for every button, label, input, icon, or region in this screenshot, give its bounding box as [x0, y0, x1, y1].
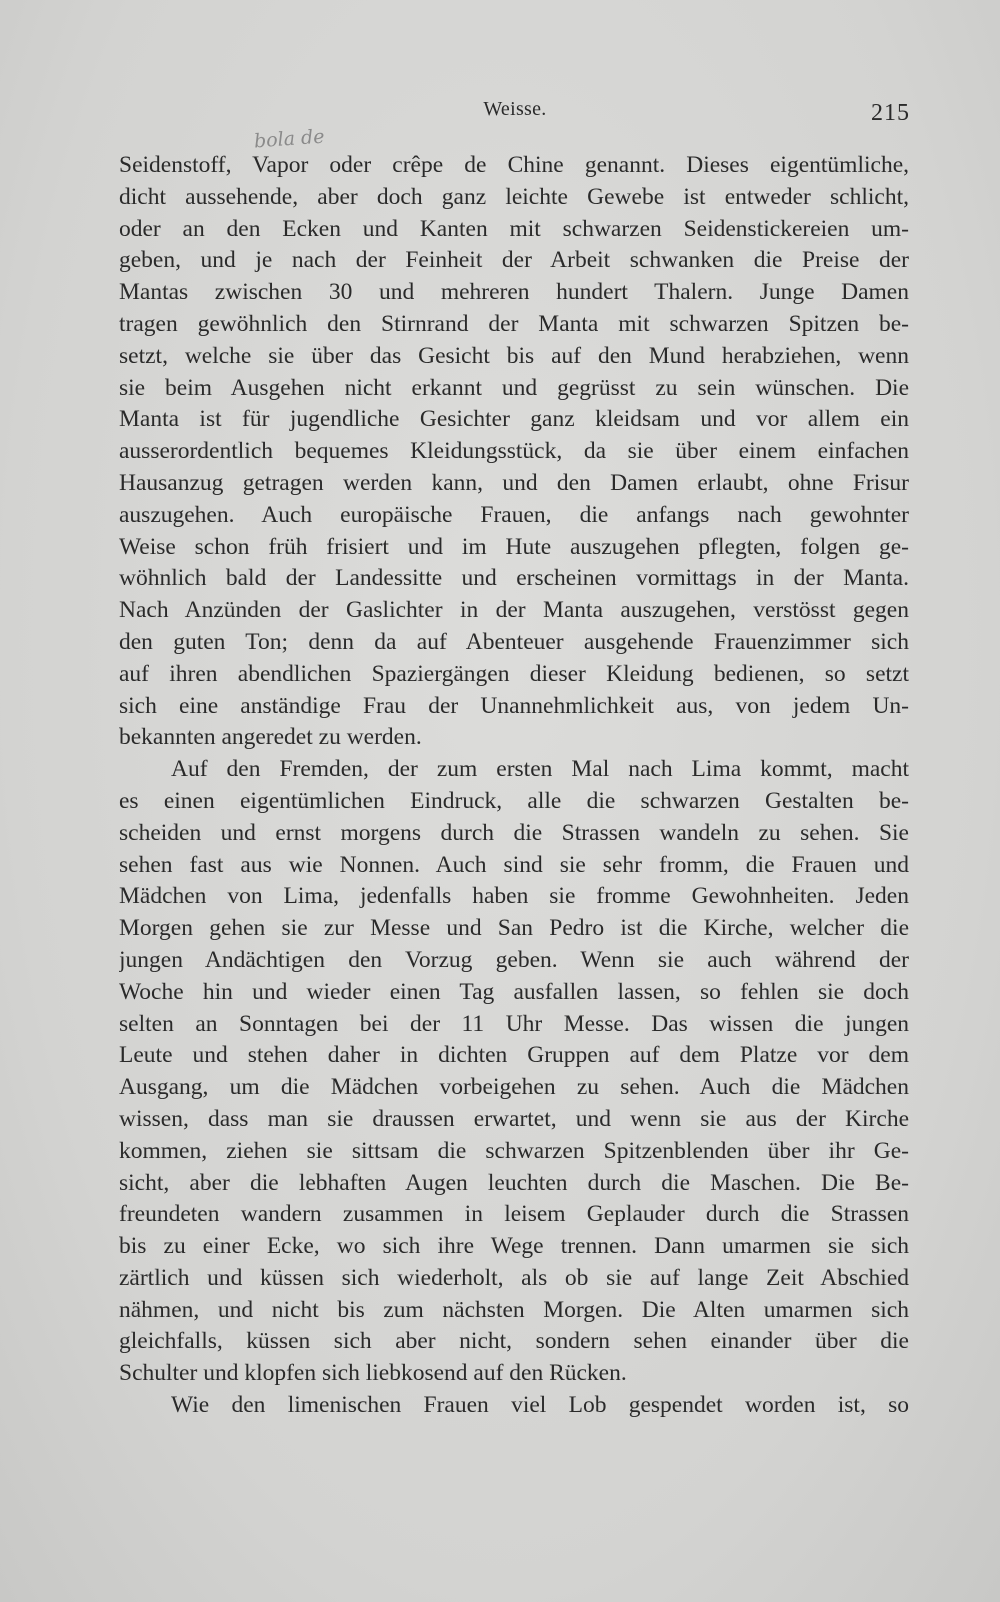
text-line: jungen Andächtigen den Vorzug geben. Wenn sie auch während der	[119, 946, 909, 973]
text-line: setzt, welche sie über das Gesicht bis auf den Mund herabziehen, wenn	[119, 342, 909, 369]
text-line: den guten Ton; denn da auf Abenteuer ausgehende Frauenzimmer sich	[119, 628, 909, 655]
text-line: Morgen gehen sie zur Messe und San Pedro ist die Kirche, welcher die	[119, 915, 909, 942]
text-line: ausserordentlich bequemes Kleidungsstück, da sie über einem einfachen	[119, 438, 909, 465]
text-line: Woche hin und wieder einen Tag ausfallen lassen, so fehlen sie doch	[119, 978, 909, 1005]
text-line: wöhnlich bald der Landessitte und erscheinen vormittags in der Manta.	[119, 565, 909, 592]
page-header	[120, 98, 910, 128]
text-line: bis zu einer Ecke, wo sich ihre Wege trennen. Dann umarmen sie sich	[119, 1233, 909, 1260]
text-line: sehen fast aus wie Nonnen. Auch sind sie sehr fromm, die Frauen und	[119, 851, 909, 878]
text-line: gleichfalls, küssen sich aber nicht, sondern sehen einander über die	[119, 1328, 909, 1355]
text-line: Hausanzug getragen werden kann, und den Damen erlaubt, ohne Frisur	[119, 469, 909, 496]
body-text	[119, 150, 909, 1422]
handwritten-annotation: bola de	[253, 125, 326, 153]
text-line: Seidenstoff, Vapor oder crêpe de Chine genannt. Dieses eigentümliche,	[119, 152, 909, 178]
page-number: 215	[871, 100, 910, 126]
text-line: wissen, dass man sie draussen erwartet, und wenn sie aus der Kirche	[119, 1105, 909, 1132]
running-title: Weisse.	[483, 98, 547, 120]
text-line: sie beim Ausgehen nicht erkannt und gegrüsst zu sein wünschen. Die	[119, 374, 909, 401]
text-line: scheiden und ernst morgens durch die Strassen wandeln zu sehen. Sie	[119, 819, 909, 846]
text-line: auszugehen. Auch europäische Frauen, die anfangs nach gewohnter	[119, 501, 909, 528]
text-line: Schulter und klopfen sich liebkosend auf den Rücken.	[119, 1360, 627, 1387]
text-line: dicht aussehende, aber doch ganz leichte Gewebe ist entweder schlicht,	[119, 183, 909, 210]
text-line: Mantas zwischen 30 und mehreren hundert Thalern. Junge Damen	[119, 279, 909, 306]
text-line: nähmen, und nicht bis zum nächsten Morgen. Die Alten umarmen sich	[119, 1296, 909, 1323]
text-line: auf ihren abendlichen Spaziergängen dieser Kleidung bedienen, so setzt	[119, 660, 909, 687]
text-line: geben, und je nach der Feinheit der Arbeit schwanken die Preise der	[119, 247, 909, 274]
text-line: Auf den Fremden, der zum ersten Mal nach Lima kommt, macht	[171, 756, 909, 783]
text-line: es einen eigentümlichen Eindruck, alle die schwarzen Gestalten be-	[119, 787, 909, 814]
text-line: bekannten angeredet zu werden.	[119, 724, 422, 751]
text-line: Mädchen von Lima, jedenfalls haben sie fromme Gewohnheiten. Jeden	[119, 883, 909, 910]
text-line: Nach Anzünden der Gaslichter in der Manta auszugehen, verstösst gegen	[119, 597, 909, 624]
text-line: kommen, ziehen sie sittsam die schwarzen Spitzenblenden über ihr Ge-	[119, 1137, 909, 1164]
text-line: zärtlich und küssen sich wiederholt, als ob sie auf lange Zeit Abschied	[119, 1264, 909, 1291]
text-line: Ausgang, um die Mädchen vorbeigehen zu sehen. Auch die Mädchen	[119, 1074, 909, 1101]
text-line: Leute und stehen daher in dichten Gruppen auf dem Platze vor dem	[119, 1042, 909, 1069]
text-line: selten an Sonntagen bei der 11 Uhr Messe. Das wissen die jungen	[119, 1010, 909, 1037]
text-line: tragen gewöhnlich den Stirnrand der Manta mit schwarzen Spitzen be-	[119, 310, 909, 337]
text-line: oder an den Ecken und Kanten mit schwarzen Seidenstickereien um-	[119, 215, 909, 242]
text-line: Manta ist für jugendliche Gesichter ganz kleidsam und vor allem ein	[119, 406, 909, 433]
text-line: sicht, aber die lebhaften Augen leuchten durch die Maschen. Die Be-	[119, 1169, 909, 1196]
text-line: Wie den limenischen Frauen viel Lob gespendet worden ist, so	[171, 1392, 909, 1419]
text-line: Weise schon früh frisiert und im Hute auszugehen pflegten, folgen ge-	[119, 533, 909, 560]
text-line: sich eine anständige Frau der Unannehmlichkeit aus, von jedem Un-	[119, 692, 909, 719]
text-line: freundeten wandern zusammen in leisem Geplauder durch die Strassen	[119, 1201, 909, 1228]
